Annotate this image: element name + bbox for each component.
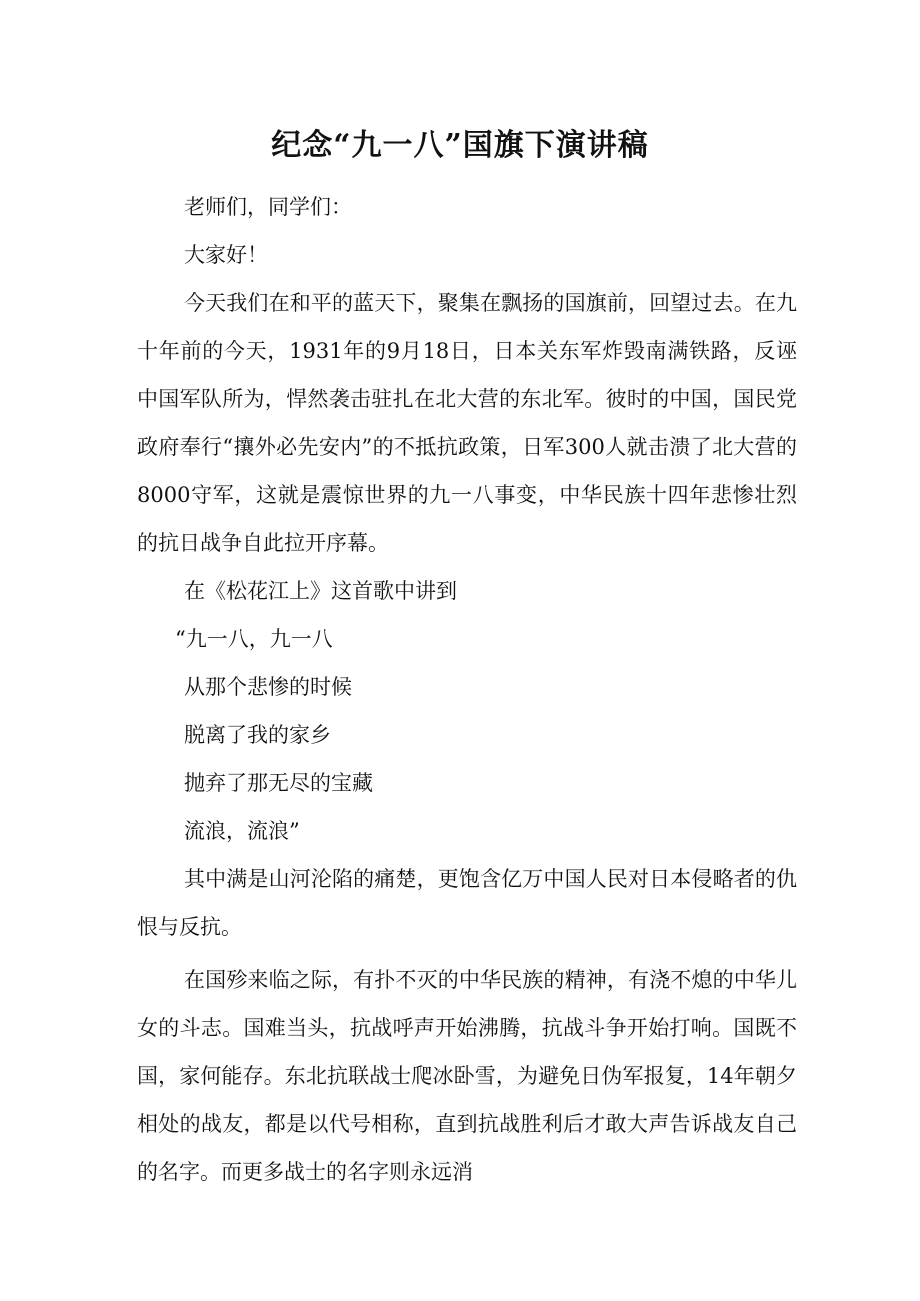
lyric-line: 流浪，流浪” <box>184 819 300 843</box>
song-intro: 在《松花江上》这首歌中讲到 <box>184 579 457 603</box>
lyric-line: 抛弃了那无尽的宝藏 <box>184 771 373 795</box>
paragraph-1: 今天我们在和平的蓝天下，聚集在飘扬的国旗前，回望过去。在九十年前的今天，1931年的9月18日，日本关东军炸毁南满铁路，反诬中国军队所为，悍然袭击驻扎在北大营的东北军。彼时的中国，国民党政府奉行“攘外必先安内”的不抵抗政策，日军300人就击溃了北大营的8000守军，这就是震惊世界的九一八事变，中华民族十四年悲惨壮烈的抗日战争自此拉开序幕。 <box>137 291 797 555</box>
lyric-line: 脱离了我的家乡 <box>184 723 331 747</box>
paragraph-3: 在国殄来临之际，有扑不灭的中华民族的精神，有浇不熄的中华儿女的斗志。国难当头，抗战呼声开始沸腾，抗战斗争开始打响。国既不国，家何能存。东北抗联战士爬冰卧雪，为避免日伪军报复，14年朝夕相处的战友，都是以代号相称，直到抗战胜利后才敢大声告诉战友自己的名字。而更多战士的名字则永远消 <box>137 968 797 1184</box>
lyric-line: “九一八，九一八 <box>175 627 333 651</box>
greeting: 大家好！ <box>184 243 268 267</box>
paragraph-2: 其中满是山河沦陷的痛楚，更饱含亿万中国人民对日本侵略者的仇恨与反抗。 <box>137 867 797 939</box>
document-body <box>137 183 797 1196</box>
document-title: 纪念“九一八”国旗下演讲稿 <box>271 128 649 164</box>
salutation: 老师们，同学们： <box>184 195 352 219</box>
lyric-line: 从那个悲惨的时候 <box>184 675 352 699</box>
